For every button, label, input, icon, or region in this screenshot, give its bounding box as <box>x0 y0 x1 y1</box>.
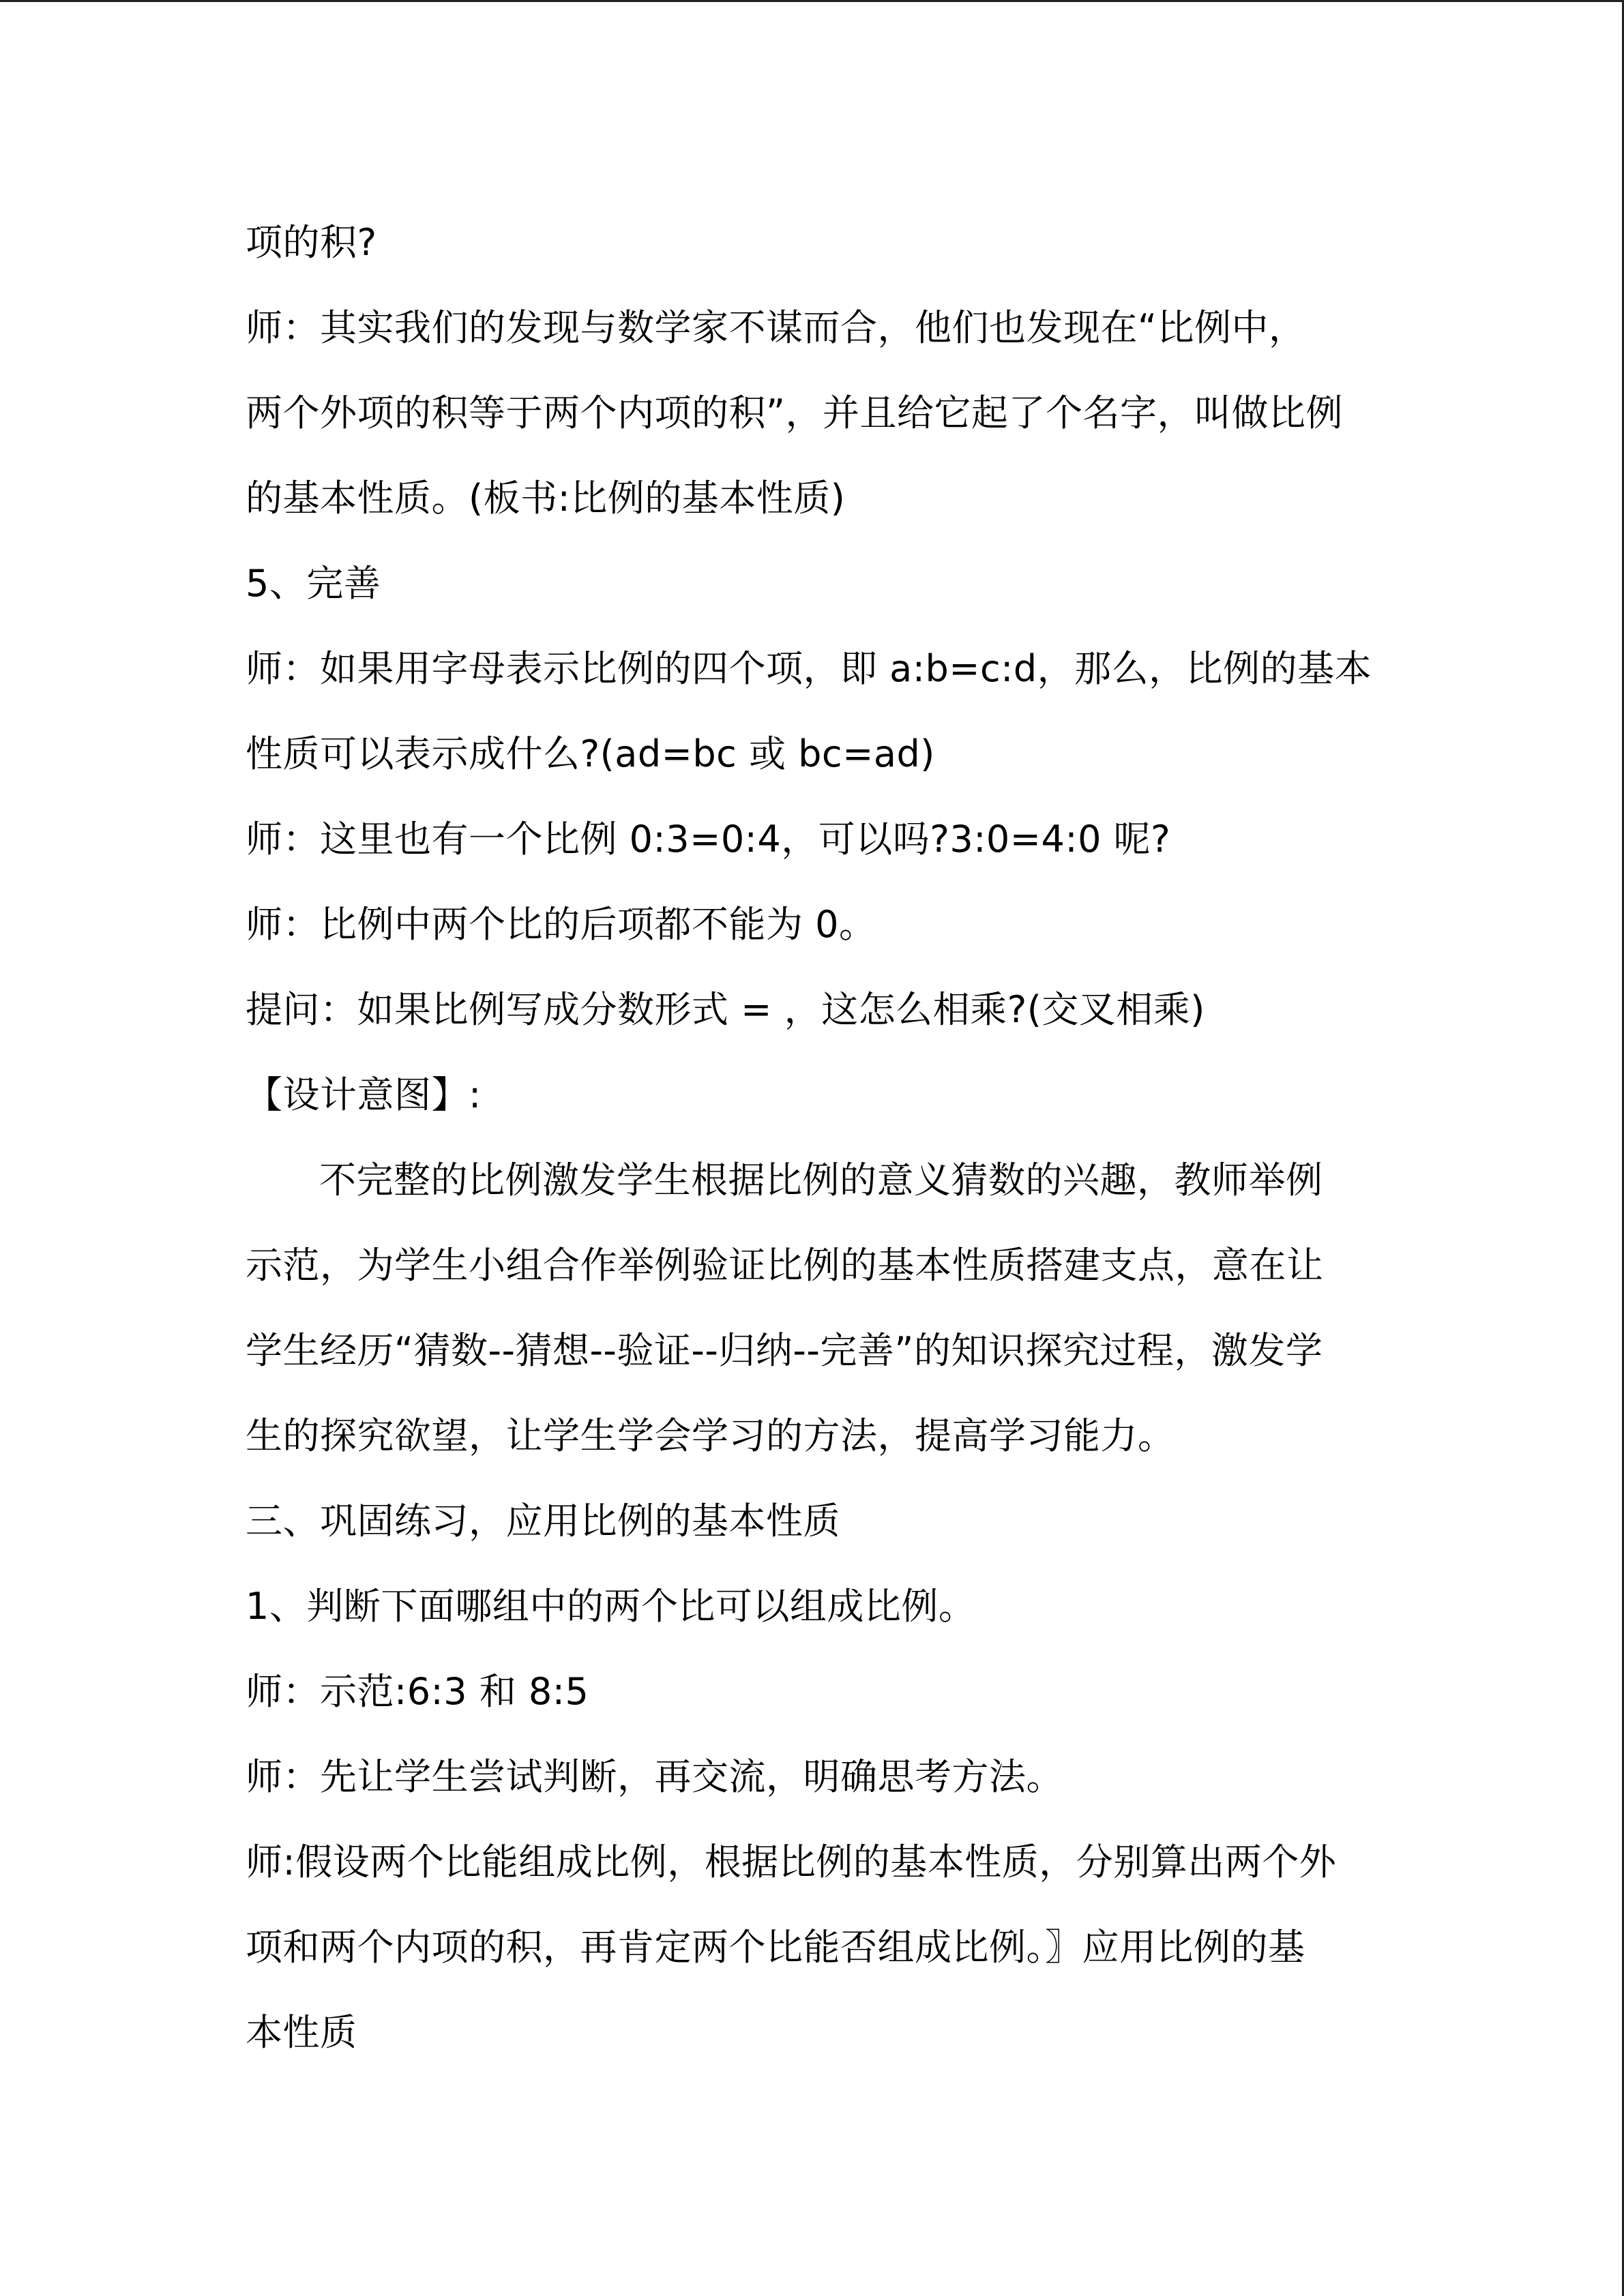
section-heading: 5、完善 <box>246 562 381 605</box>
paragraph-line: 项和两个内项的积，再肯定两个比能否组成比例。〗应用比例的基 <box>246 1926 1305 1969</box>
paragraph-line: 师：比例中两个比的后项都不能为 0。 <box>246 903 876 946</box>
paragraph-line: 生的探究欲望，让学生学会学习的方法，提高学习能力。 <box>246 1414 1175 1457</box>
design-intent-heading: 【设计意图】: <box>246 1073 482 1116</box>
document-body <box>246 200 1391 2075</box>
paragraph-line: 两个外项的积等于两个内项的积”，并且给它起了个名字，叫做比例 <box>246 391 1343 434</box>
paragraph-line: 的基本性质。(板书:比例的基本性质) <box>246 477 846 520</box>
paragraph-line: 本性质 <box>246 2011 357 2054</box>
paragraph-line: 师:假设两个比能组成比例，根据比例的基本性质，分别算出两个外 <box>246 1840 1337 1883</box>
paragraph-line: 师：先让学生尝试判断，再交流，明确思考方法。 <box>246 1755 1063 1798</box>
paragraph-line: 师：其实我们的发现与数学家不谋而合，他们也发现在“比例中， <box>246 306 1306 349</box>
paragraph-line: 学生经历“猜数--猜想--验证--归纳--完善”的知识探究过程，激发学 <box>246 1329 1323 1372</box>
paragraph-line: 性质可以表示成什么?(ad=bc 或 bc=ad) <box>246 732 935 775</box>
paragraph-line: 师：示范:6:3 和 8:5 <box>246 1670 589 1713</box>
paragraph-line: 不完整的比例激发学生根据比例的意义猜数的兴趣，教师举例 <box>319 1159 1323 1202</box>
paragraph-line: 提问：如果比例写成分数形式 = ，这怎么相乘?(交叉相乘) <box>246 988 1205 1031</box>
paragraph-line: 示范，为学生小组合作举例验证比例的基本性质搭建支点，意在让 <box>246 1244 1324 1287</box>
paragraph-line: 1、判断下面哪组中的两个比可以组成比例。 <box>246 1585 976 1628</box>
paragraph-line: 师：如果用字母表示比例的四个项，即 a:b=c:d，那么，比例的基本 <box>246 647 1372 690</box>
paragraph-line: 师：这里也有一个比例 0:3=0:4，可以吗?3:0=4:0 呢? <box>246 818 1171 861</box>
section-heading: 三、巩固练习，应用比例的基本性质 <box>246 1500 840 1542</box>
paragraph-line: 项的积? <box>246 221 377 264</box>
